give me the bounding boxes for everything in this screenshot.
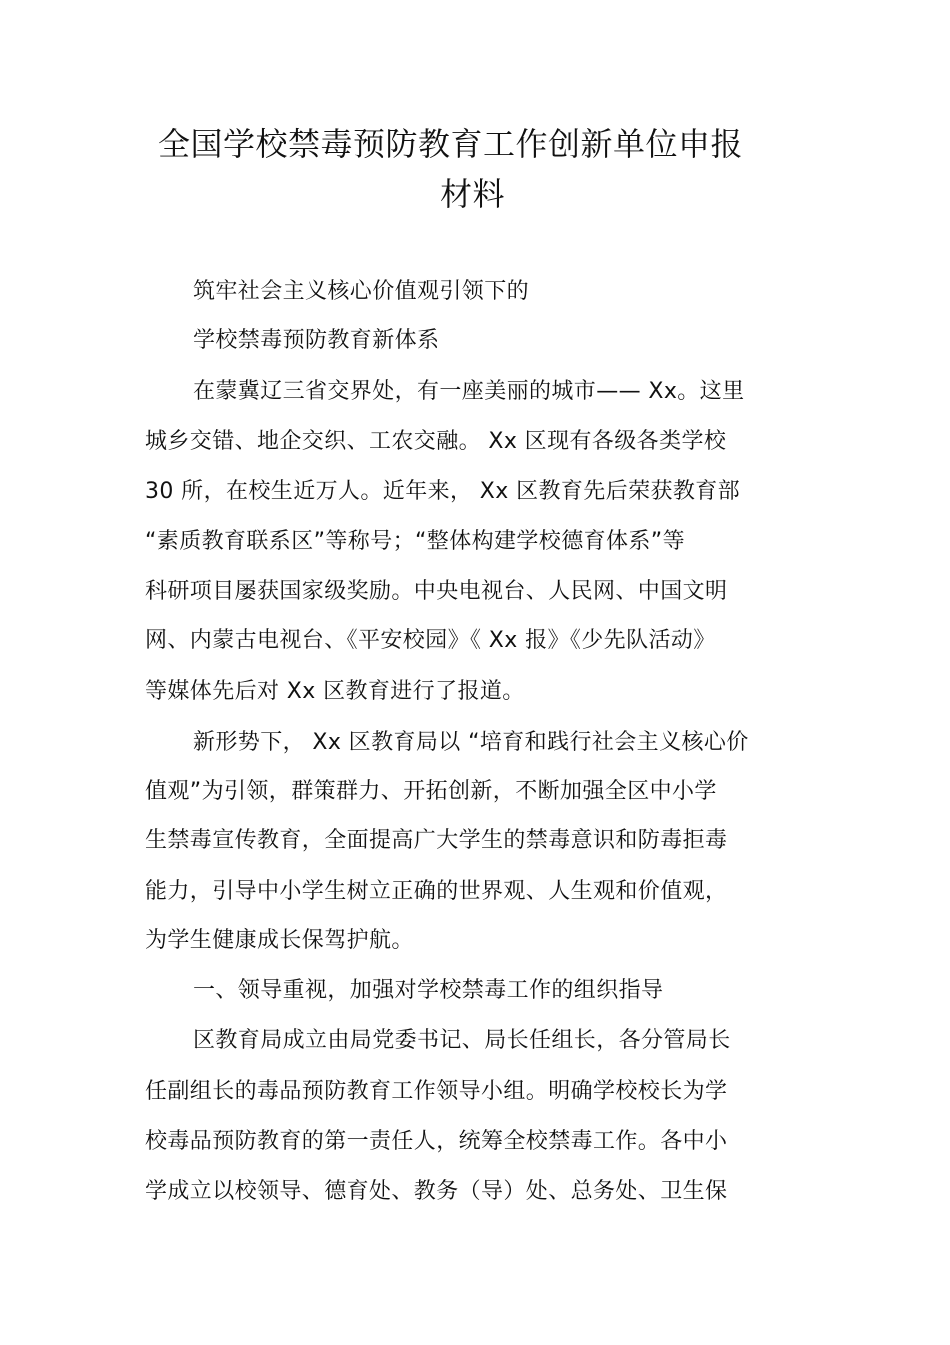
body-line: 科研项目屡获国家级奖励。中央电视台、人民网、中国文明: [145, 579, 728, 604]
body-line: 网、内蒙古电视台、《平安校园》《 Xx 报》《少先队活动》: [145, 628, 716, 653]
subtitle-line-2: 学校禁毒预防教育新体系: [193, 328, 440, 353]
body-line: 在蒙冀辽三省交界处，有一座美丽的城市—— Xx。这里: [193, 379, 745, 404]
body-line: 学成立以校领导、德育处、教务（导）处、总务处、卫生保: [145, 1179, 728, 1204]
body-line: 城乡交错、地企交织、工农交融。 Xx 区现有各级各类学校: [145, 429, 727, 454]
body-line: 为学生健康成长保驾护航。: [145, 928, 414, 953]
document-title-line-1: 全国学校禁毒预防教育工作创新单位申报: [158, 125, 744, 163]
body-line: 区教育局成立由局党委书记、局长任组长，各分管局长: [193, 1028, 731, 1053]
body-line: 能力，引导中小学生树立正确的世界观、人生观和价值观，: [145, 879, 728, 904]
body-line: 等媒体先后对 Xx 区教育进行了报道。: [145, 679, 525, 704]
subtitle-line-1: 筑牢社会主义核心价值观引领下的: [193, 279, 530, 304]
body-line: 新形势下， Xx 区教育局以 “培育和践行社会主义核心价: [193, 730, 749, 755]
body-line: “素质教育联系区”等称号；“整体构建学校德育体系”等: [145, 529, 685, 554]
body-line: 30 所，在校生近万人。近年来， Xx 区教育先后荣获教育部: [145, 479, 741, 504]
body-line: 校毒品预防教育的第一责任人，统筹全校禁毒工作。各中小: [145, 1129, 728, 1154]
body-line: 值观”为引领，群策群力、开拓创新，不断加强全区中小学: [145, 779, 717, 804]
document-title-line-2: 材料: [440, 175, 506, 213]
body-line: 生禁毒宣传教育，全面提高广大学生的禁毒意识和防毒拒毒: [145, 828, 728, 853]
section-heading: 一、领导重视，加强对学校禁毒工作的组织指导: [193, 978, 664, 1003]
body-line: 任副组长的毒品预防教育工作领导小组。明确学校校长为学: [145, 1079, 728, 1104]
